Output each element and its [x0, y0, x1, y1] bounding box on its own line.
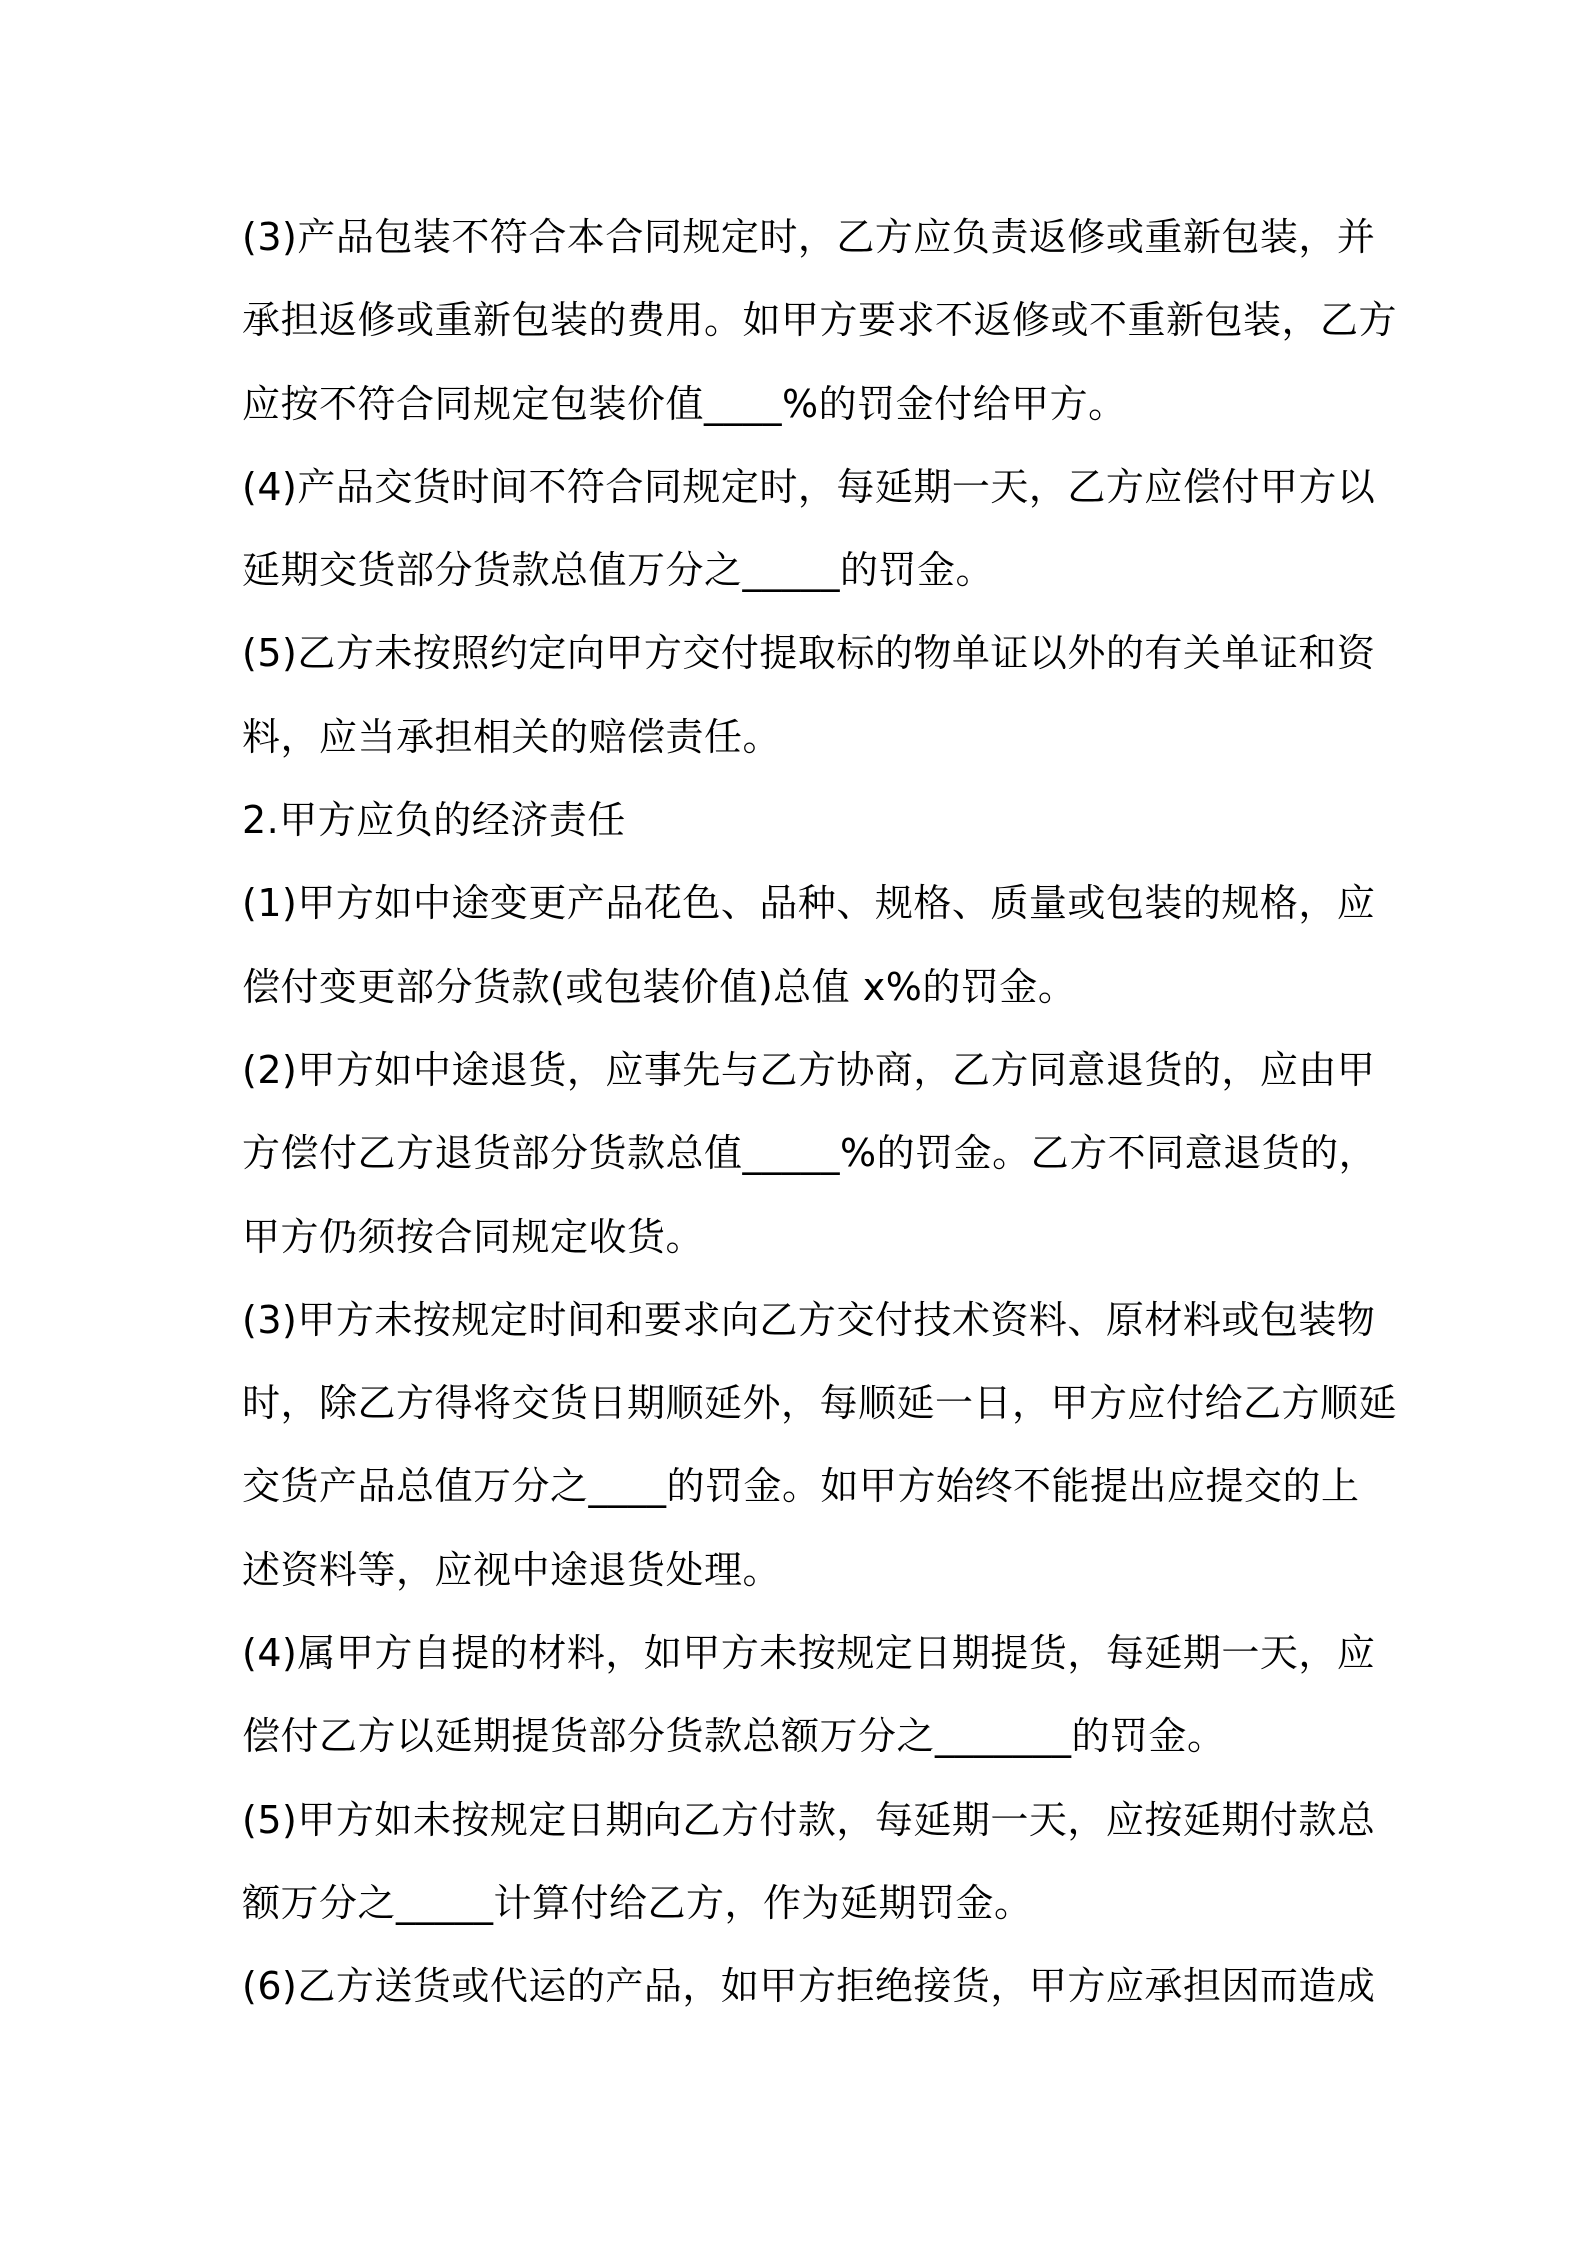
text-line: 额万分之_____计算付给乙方，作为延期罚金。 — [242, 1880, 1033, 1925]
text-line: (5)甲方如未按规定日期向乙方付款，每延期一天，应按延期付款总 — [242, 1797, 1376, 1842]
text-line: (3)产品包装不符合本合同规定时，乙方应负责返修或重新包装，并 — [242, 215, 1376, 259]
text-line: 延期交货部分货款总值万分之_____的罚金。 — [242, 548, 995, 593]
text-line: 承担返修或重新包装的费用。如甲方要求不返修或不重新包装，乙方 — [242, 298, 1398, 343]
text-line: 交货产品总值万分之____的罚金。如甲方始终不能提出应提交的上 — [242, 1464, 1360, 1509]
text-line: 述资料等，应视中途退货处理。 — [242, 1547, 782, 1592]
text-line: (4)属甲方自提的材料，如甲方未按规定日期提货，每延期一天，应 — [242, 1631, 1376, 1676]
text-line: (2)甲方如中途退货，应事先与乙方协商，乙方同意退货的，应由甲 — [242, 1047, 1376, 1092]
text-line: 偿付变更部分货款(或包装价值)总值 x%的罚金。 — [242, 964, 1077, 1009]
text-line: 料，应当承担相关的赔偿责任。 — [242, 714, 782, 759]
text-line: (5)乙方未按照约定向甲方交付提取标的物单证以外的有关单证和资 — [242, 631, 1376, 676]
text-line: (6)乙方送货或代运的产品，如甲方拒绝接货，甲方应承担因而造成 — [242, 1964, 1376, 2009]
text-line: (3)甲方未按规定时间和要求向乙方交付技术资料、原材料或包装物 — [242, 1297, 1376, 1342]
text-line: 方偿付乙方退货部分货款总值_____%的罚金。乙方不同意退货的， — [242, 1131, 1378, 1176]
text-line: 甲方仍须按合同规定收货。 — [242, 1214, 705, 1259]
text-line: 时，除乙方得将交货日期顺延外，每顺延一日，甲方应付给乙方顺延 — [242, 1381, 1398, 1426]
text-line: 偿付乙方以延期提货部分货款总额万分之_______的罚金。 — [242, 1714, 1226, 1759]
text-line: (1)甲方如中途变更产品花色、品种、规格、质量或包装的规格，应 — [242, 881, 1376, 926]
text-line: 应按不符合同规定包装价值____%的罚金付给甲方。 — [242, 381, 1127, 426]
text-line: (4)产品交货时间不符合同规定时，每延期一天，乙方应偿付甲方以 — [242, 464, 1376, 509]
section-heading: 2.甲方应负的经济责任 — [242, 798, 626, 843]
document-body — [242, 196, 1398, 2029]
